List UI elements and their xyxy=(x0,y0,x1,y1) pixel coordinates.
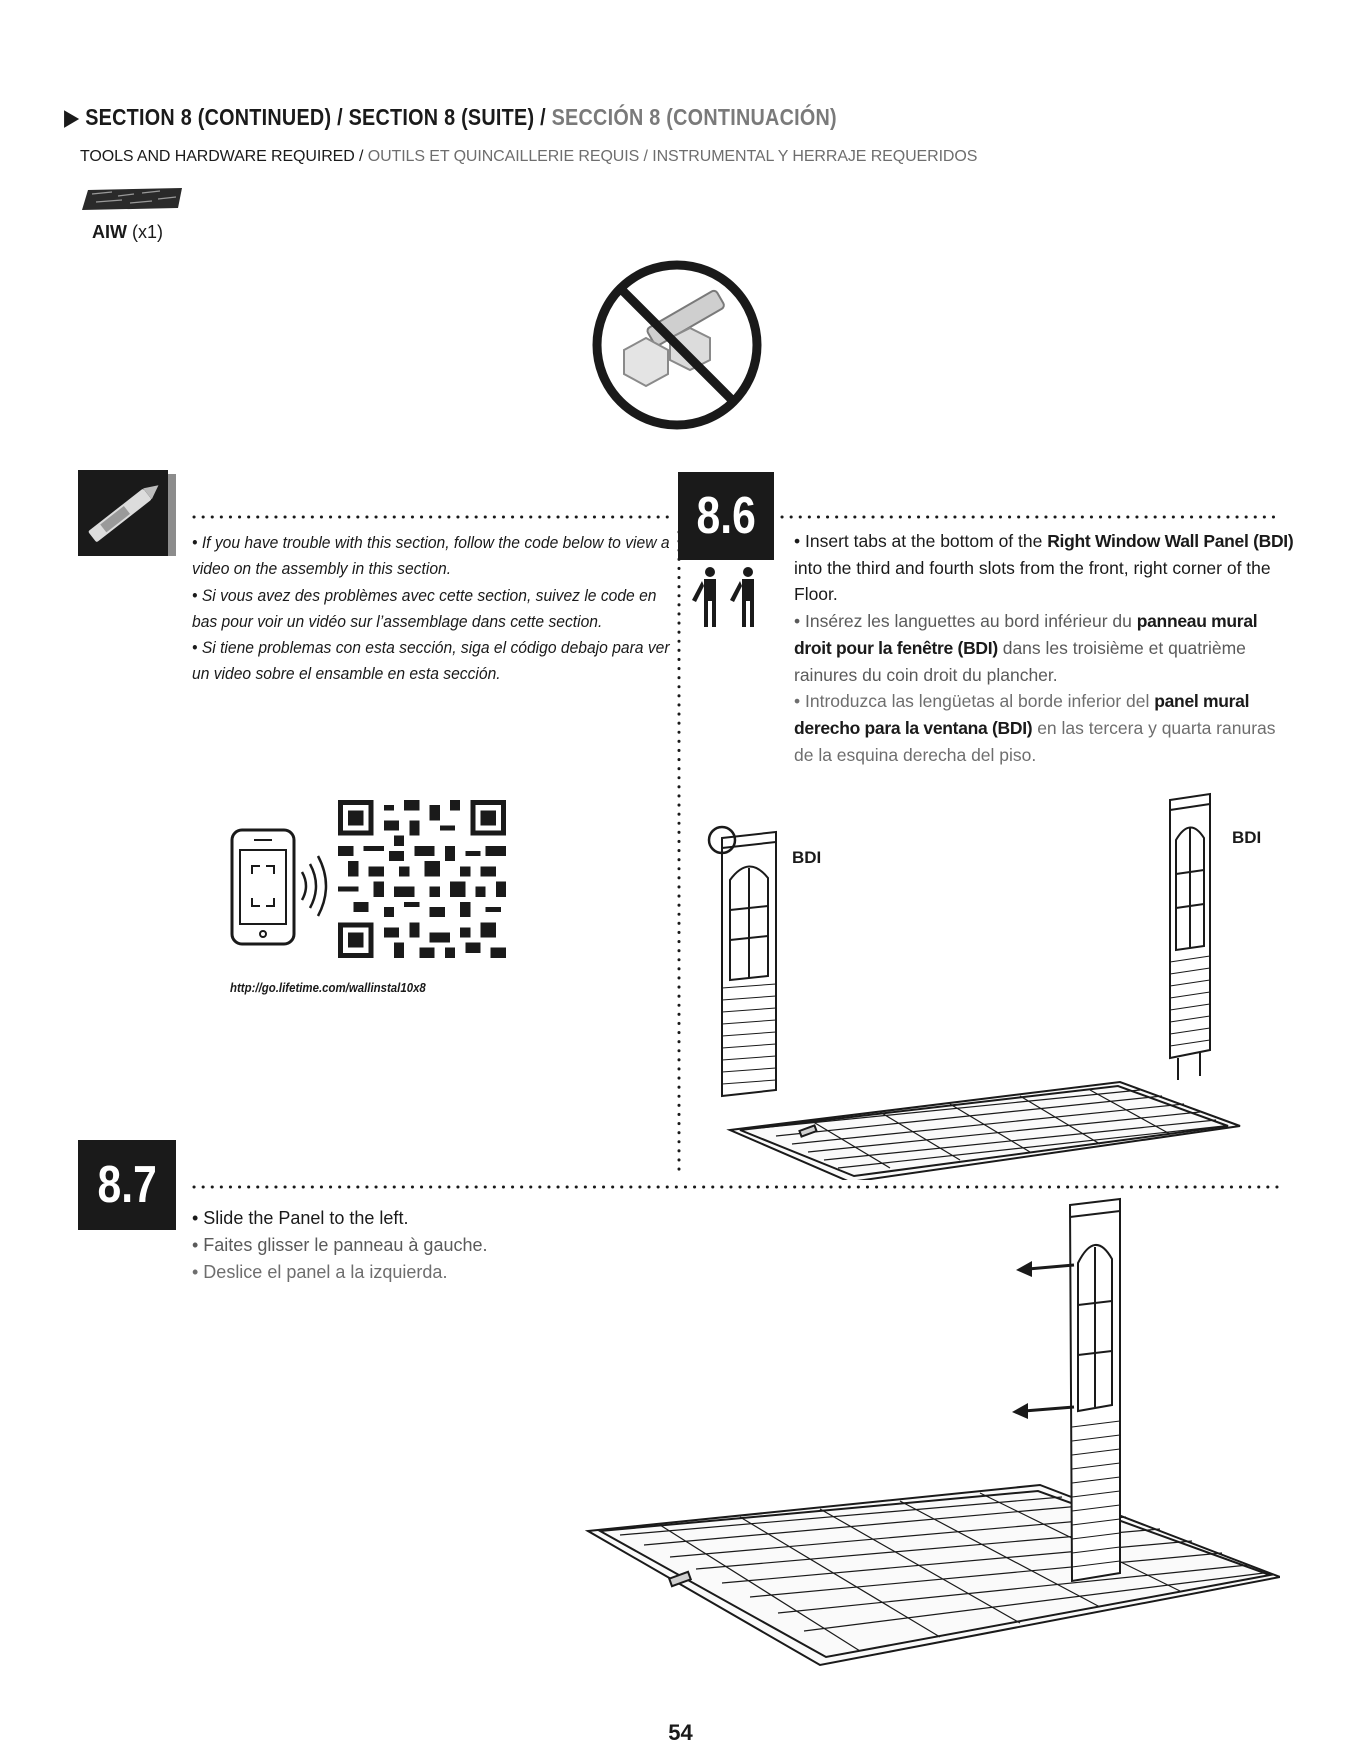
tools-title xyxy=(80,148,977,166)
two-people-icon xyxy=(682,566,770,630)
bdi-label-left: BDI xyxy=(792,848,822,867)
divider-dotted-step87 xyxy=(192,1184,1282,1190)
section-arrow-icon: ▶ xyxy=(64,104,86,130)
step-8-6-fr: • Insérez les languettes au bord inférieur du panneau mural droit pour la fenêtre (BDI) dans les troisième et quatrième rainures du coin droit du plancher. xyxy=(794,611,1258,685)
aiw-code: AIW xyxy=(92,222,127,242)
divider-dotted-tip xyxy=(192,514,676,520)
step-8-7-en: • Slide the Panel to the left. xyxy=(192,1208,409,1228)
section-title xyxy=(64,104,837,131)
tools-title-en: TOOLS AND HARDWARE REQUIRED / xyxy=(80,148,364,165)
step-8-7-text xyxy=(192,1205,488,1286)
tip-es: • Si tiene problemas con esta sección, siga el código debajo para ver un video sobre el ensamble en esta sección. xyxy=(192,638,670,684)
step-8-7-diagram xyxy=(580,1195,1280,1715)
section-title-en: SECTION 8 (CONTINUED) / xyxy=(85,104,343,130)
pen-icon xyxy=(78,470,176,556)
bdi-label-right: BDI xyxy=(1232,828,1262,847)
no-hardware-icon xyxy=(590,258,764,432)
step-number-8-6: 8.6 xyxy=(678,472,774,560)
qr-code[interactable] xyxy=(338,800,506,958)
section-title-fr: SECTION 8 (SUITE) / xyxy=(348,104,546,130)
aiw-label xyxy=(92,222,163,243)
step-8-6-en: • Insert tabs at the bottom of the Right Window Wall Panel (BDI) into the third and fourth slots from the front, right corner of the Floor. xyxy=(794,531,1294,605)
step-8-7-es: • Deslice el panel a la izquierda. xyxy=(192,1262,448,1282)
qr-url[interactable]: http://go.lifetime.com/wallinstal10x8 xyxy=(230,980,426,995)
divider-dotted-step86 xyxy=(780,514,1280,520)
tip-fr: • Si vous avez des problèmes avec cette section, suivez le code en bas pour voir un vidéo sur l’assemblage dans cette section. xyxy=(192,585,657,631)
aiw-qty: (x1) xyxy=(132,222,164,242)
step-8-6-text xyxy=(794,528,1294,768)
step-8-6-diagram xyxy=(700,790,1280,1180)
tip-en: • If you have trouble with this section, follow the code below to view a video on the assembly in this section. xyxy=(192,533,670,579)
aiw-tape-icon xyxy=(82,188,182,210)
tools-title-fr: OUTILS ET QUINCAILLERIE REQUIS / xyxy=(367,148,648,165)
step-number-8-7: 8.7 xyxy=(78,1140,176,1230)
tip-text xyxy=(192,530,672,688)
step-8-7-fr: • Faites glisser le panneau à gauche. xyxy=(192,1235,488,1255)
step-8-6-es: • Introduzca las lengüetas al borde inferior del panel mural derecho para la ventana (BDI) en las tercera y quarta ranuras de la esquina derecha del piso. xyxy=(794,691,1276,765)
tools-title-es: INSTRUMENTAL Y HERRAJE REQUERIDOS xyxy=(652,148,978,165)
phone-scan-icon xyxy=(230,800,340,950)
page-number: 54 xyxy=(668,1720,693,1745)
section-title-es: SECCIÓN 8 (CONTINUACIÓN) xyxy=(551,104,837,130)
